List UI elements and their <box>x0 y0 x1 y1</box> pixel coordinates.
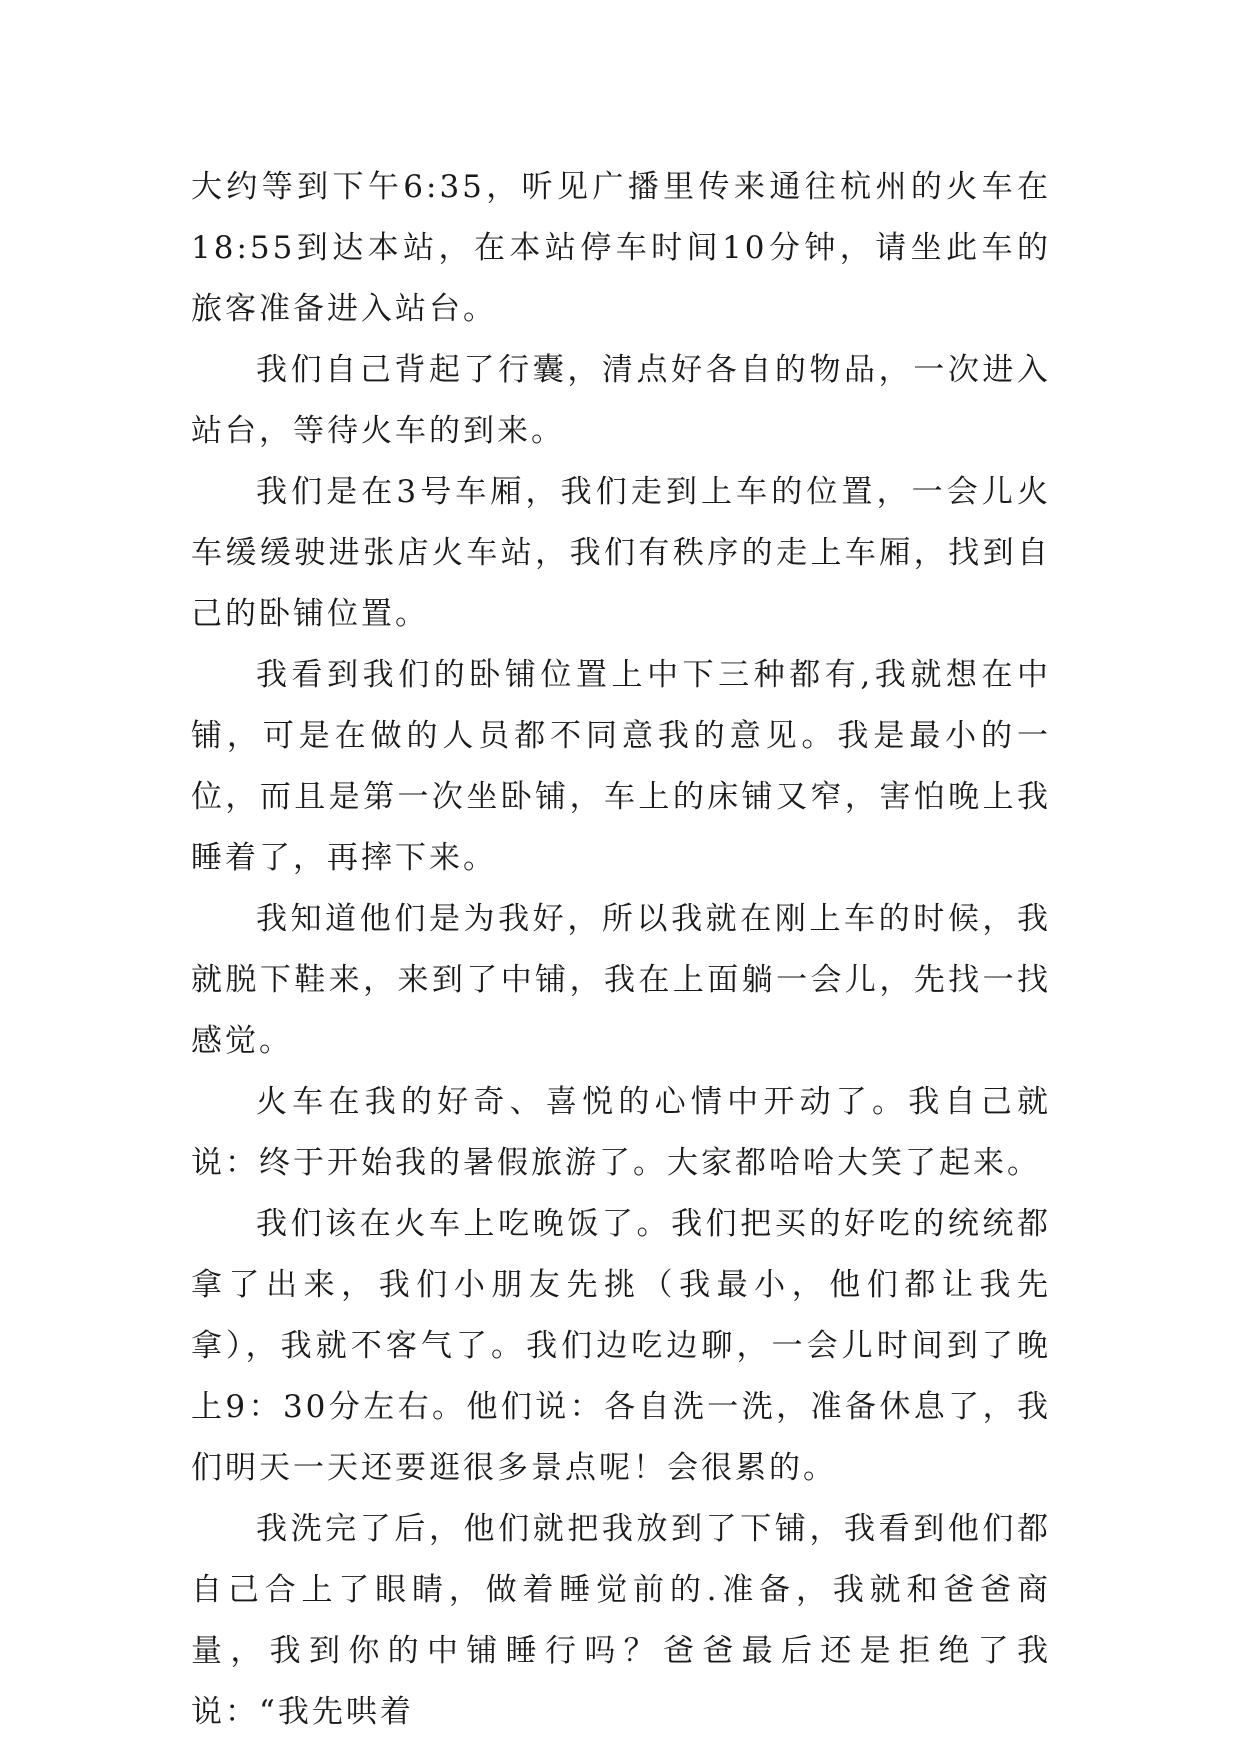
paragraph-1: 大约等到下午6:35，听见广播里传来通往杭州的火车在18:55到达本站，在本站停车时间10分钟，请坐此车的旅客准备进入站台。 <box>191 169 1051 327</box>
paragraph-6: 火车在我的好奇、喜悦的心情中开动了。我自己就说：终于开始我的暑假旅游了。大家都哈哈大笑了起来。 <box>191 1084 1051 1181</box>
paragraph-7: 我们该在火车上吃晚饭了。我们把买的好吃的统统都拿了出来，我们小朋友先挑（我最小，他们都让我先拿），我就不客气了。我们边吃边聊，一会儿时间到了晚上9：30分左右。他们说：各自洗一洗，准备休息了，我们明天一天还要逛很多景点呢！会很累的。 <box>191 1206 1051 1486</box>
paragraph-3: 我们是在3号车厢，我们走到上车的位置，一会儿火车缓缓驶进张店火车站，我们有秩序的走上车厢，找到自己的卧铺位置。 <box>191 474 1051 632</box>
paragraph-5: 我知道他们是为我好，所以我就在刚上车的时候，我就脱下鞋来，来到了中铺，我在上面躺一会儿，先找一找感觉。 <box>191 901 1051 1059</box>
document-body <box>191 157 1051 1743</box>
paragraph-4: 我看到我们的卧铺位置上中下三种都有,我就想在中铺，可是在做的人员都不同意我的意见。我是最小的一位，而且是第一次坐卧铺，车上的床铺又窄，害怕晚上我睡着了，再摔下来。 <box>191 657 1051 876</box>
paragraph-2: 我们自己背起了行囊，清点好各自的物品，一次进入站台，等待火车的到来。 <box>191 352 1051 449</box>
paragraph-8: 我洗完了后，他们就把我放到了下铺，我看到他们都自己合上了眼睛，做着睡觉前的.准备，我就和爸爸商量，我到你的中铺睡行吗？爸爸最后还是拒绝了我说：“我先哄着 <box>191 1511 1051 1730</box>
